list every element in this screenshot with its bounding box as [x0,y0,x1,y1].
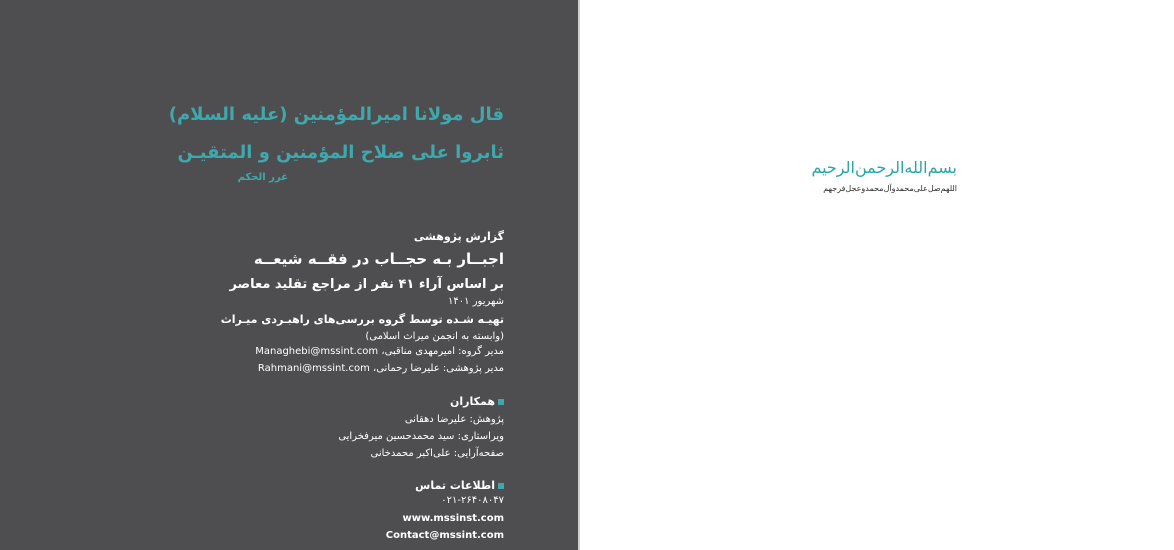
research-manager: مدیر پژوهشی: علیرضا رحمانی، Rahmani@mssint.com [257,363,504,374]
contact-website: www.mssinst.com [402,513,504,524]
collaborator-layout: صفحه‌آرایی: علی‌اکبر محمدخانی [370,448,504,459]
square-bullet-icon [498,483,504,489]
contact-phone: ۰۲۱-۲۶۴۰۸۰۴۷ [441,495,504,506]
quote-line-2: ثابروا علی صلاح المؤمنین و المتقیـن [177,142,504,163]
group-manager: مدیر گروه: امیرمهدی مناقبی، Managhebi@mssint.com [255,346,504,357]
collaborator-editing: ویراستاری: سید محمدحسین میرفخرایی [338,431,504,442]
collaborators-heading [450,395,504,408]
report-type: گزارش پژوهشی [413,230,504,243]
contact-heading-label: اطلاعات تماس [415,479,495,492]
prepared-by: تهیـه شـده توسط گروه بررسی‌های راهبـردی میـراث [220,313,504,326]
square-bullet-icon [498,399,504,405]
contact-email: Contact@mssint.com [385,530,504,541]
collaborator-research: پژوهش: علیرضا دهقانی [404,414,504,425]
left-page [0,0,578,550]
report-date: شهریور ۱۴۰۱ [448,296,504,307]
quote-line-1: قال مولانا امیرالمؤمنین (علیه السلام) [168,104,504,125]
report-title: اجبــار بـه حجــاب در فقــه شیعــه [253,250,504,268]
salawat: اللهم‌صل‌علی‌محمدوآل‌محمدوعجل‌فرجهم [823,184,957,193]
report-subtitle: بر اساس آراء ۴۱ نفر از مراجع تقلید معاصر [229,277,504,292]
contact-heading [415,479,504,492]
affiliation: (وابسته به انجمن میراث اسلامی) [365,331,504,342]
collaborators-heading-label: همکاران [449,395,495,408]
quote-source: غرر الحکم [237,172,288,183]
bismillah: بسم‌الله‌الرحمن‌الرحیم [811,158,957,177]
right-page [580,0,1174,550]
